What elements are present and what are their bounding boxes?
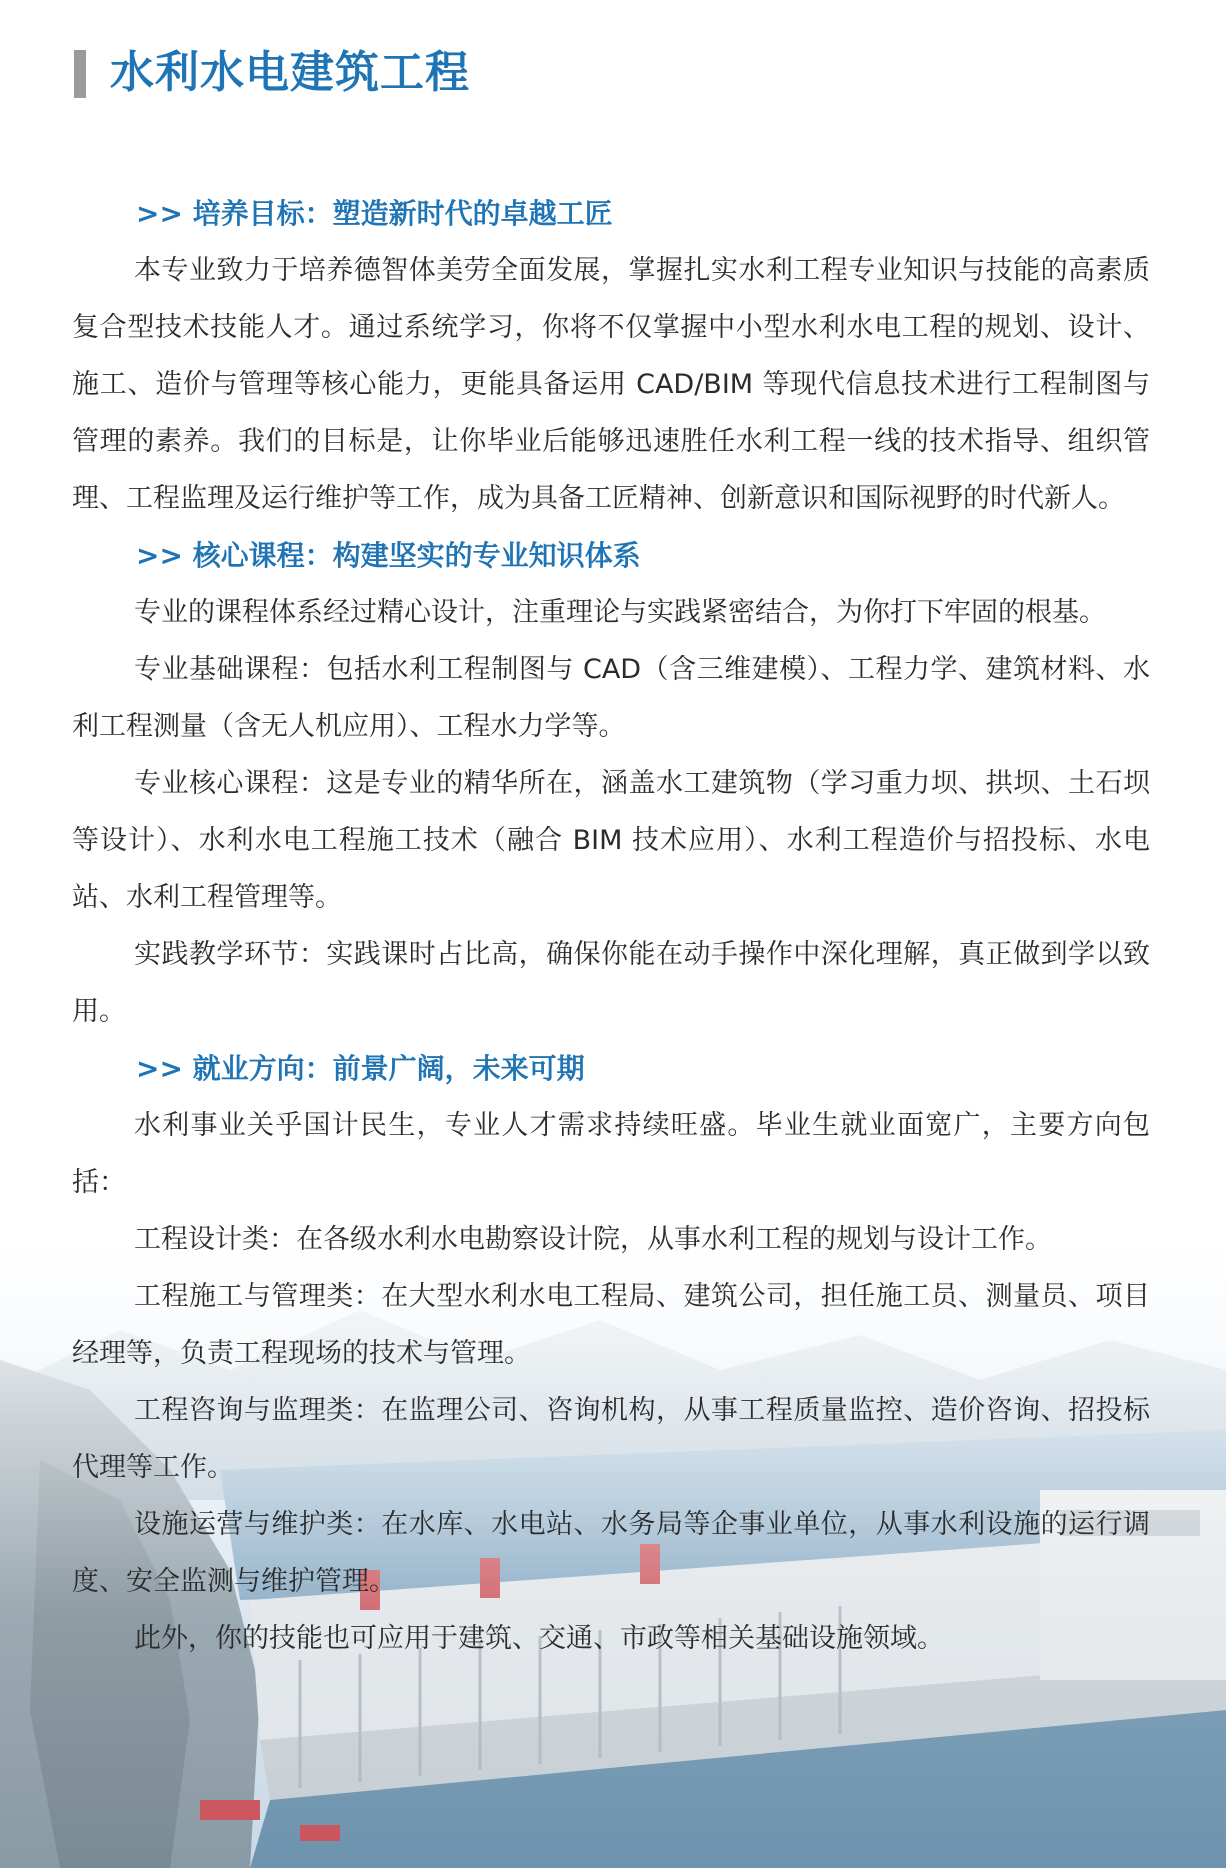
main-content bbox=[72, 185, 1150, 1667]
paragraph: 专业的课程体系经过精心设计，注重理论与实践紧密结合，为你打下牢固的根基。 bbox=[134, 597, 1106, 628]
paragraph: 专业核心课程：这是专业的精华所在，涵盖水工建筑物（学习重力坝、拱坝、土石坝等设计）、水利水电工程施工技术（融合 BIM 技术应用）、水利工程造价与招投标、水电站、水利工程管理等。 bbox=[72, 768, 1150, 913]
paragraph: 水利事业关乎国计民生，专业人才需求持续旺盛。毕业生就业面宽广，主要方向包括： bbox=[72, 1110, 1150, 1198]
paragraph: 实践教学环节：实践课时占比高，确保你能在动手操作中深化理解，真正做到学以致用。 bbox=[72, 939, 1150, 1027]
paragraph: 工程设计类：在各级水利水电勘察设计院，从事水利工程的规划与设计工作。 bbox=[134, 1224, 1052, 1255]
paragraph: 本专业致力于培养德智体美劳全面发展，掌握扎实水利工程专业知识与技能的高素质复合型技术技能人才。通过系统学习，你将不仅掌握中小型水利水电工程的规划、设计、施工、造价与管理等核心能力，更能具备运用 CAD/BIM 等现代信息技术进行工程制图与管理的素养。我们的目标是，让你毕业后能够迅速胜任水利工程一线的技术指导、组织管理、工程监理及运行维护等工作，成为具备工匠精神、创新意识和国际视野的时代新人。 bbox=[72, 255, 1150, 514]
paragraph: 专业基础课程：包括水利工程制图与 CAD（含三维建模）、工程力学、建筑材料、水利工程测量（含无人机应用）、工程水力学等。 bbox=[72, 654, 1150, 742]
section-heading-career-direction: >> 就业方向：前景广阔，未来可期 bbox=[136, 1052, 585, 1085]
page-title: 水利水电建筑工程 bbox=[110, 47, 470, 98]
paragraph: 设施运营与维护类：在水库、水电站、水务局等企事业单位，从事水利设施的运行调度、安全监测与维护管理。 bbox=[72, 1509, 1150, 1597]
title-accent-bar bbox=[74, 50, 86, 98]
section-heading-training-goal: >> 培养目标：塑造新时代的卓越工匠 bbox=[136, 197, 613, 230]
paragraph: 工程施工与管理类：在大型水利水电工程局、建筑公司，担任施工员、测量员、项目经理等，负责工程现场的技术与管理。 bbox=[72, 1281, 1150, 1369]
paragraph: 工程咨询与监理类：在监理公司、咨询机构，从事工程质量监控、造价咨询、招投标代理等工作。 bbox=[72, 1395, 1150, 1483]
paragraph: 此外，你的技能也可应用于建筑、交通、市政等相关基础设施领域。 bbox=[134, 1623, 944, 1654]
section-heading-core-courses: >> 核心课程：构建坚实的专业知识体系 bbox=[136, 539, 641, 572]
